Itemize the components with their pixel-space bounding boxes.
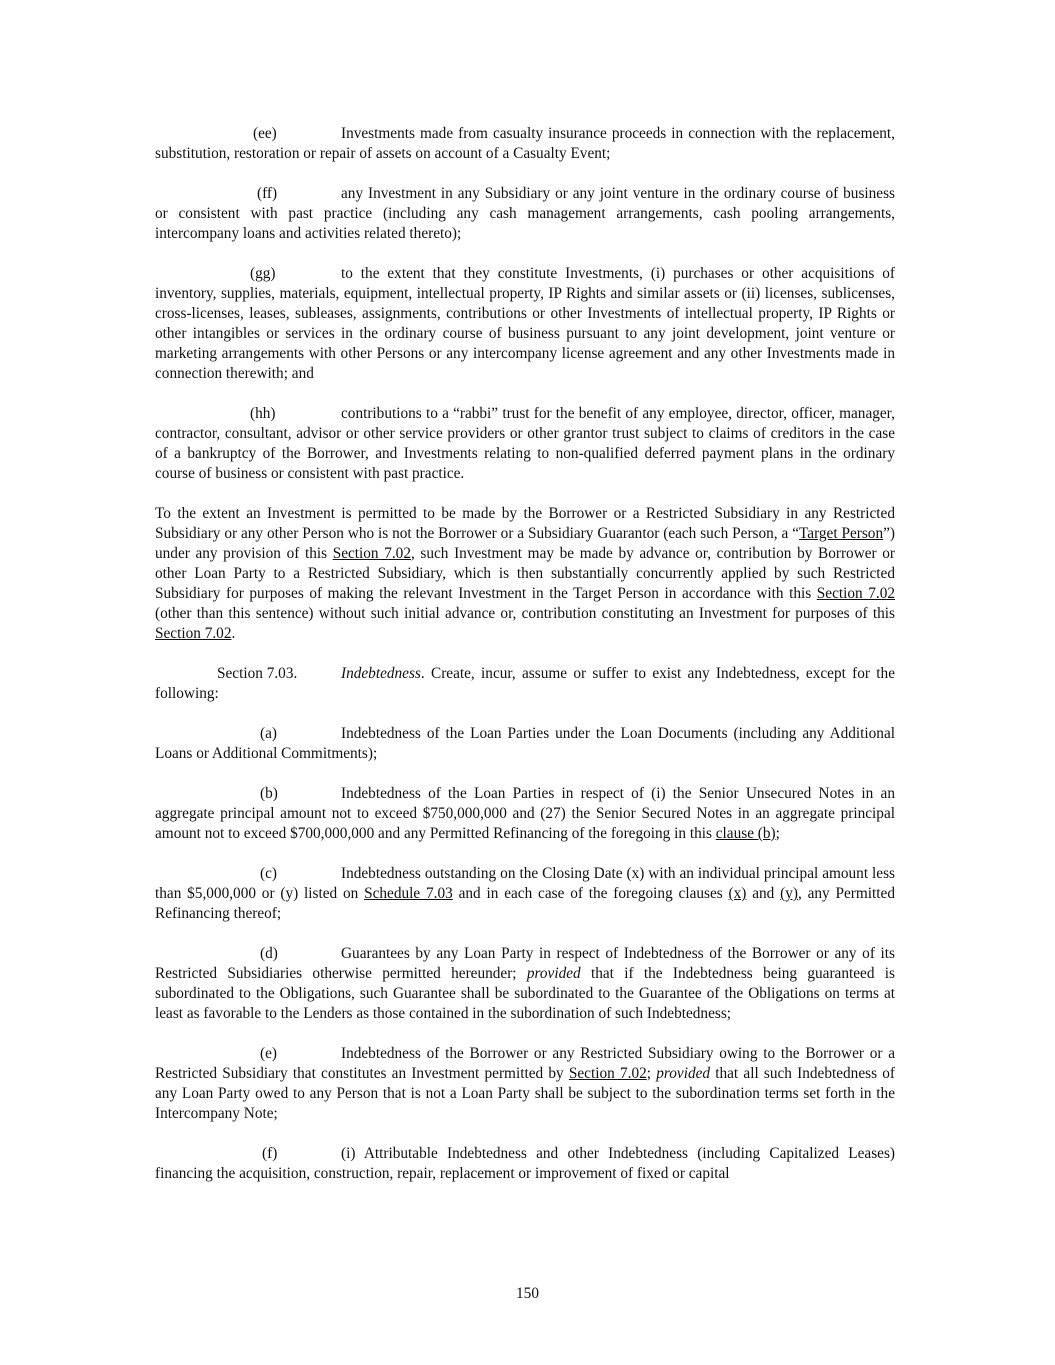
item-label: (e)	[260, 1045, 277, 1062]
item-label: (d)	[260, 945, 278, 962]
item-label: (b)	[260, 785, 278, 802]
item-label: (a)	[260, 725, 277, 742]
paragraph-c	[155, 864, 895, 924]
text-run: (other than this sentence) without such initial advance or, contribution constituting an Investment for purposes of this	[155, 605, 895, 622]
text-run: ”) under any provision of this	[155, 525, 895, 562]
defined-term-target-person: Target Person	[799, 525, 884, 542]
text-run: Indebtedness of the Loan Parties in respect of (i) the Senior Unsecured Notes in an aggregate principal amount not to exceed $750,000,000 and (27) the Senior Secured Notes in an aggregate principal amount not to exceed $700,000,000 and any Permitted Refinancing of the foregoing in this	[155, 785, 895, 842]
proviso-term: provided	[526, 965, 581, 982]
section-reference: Section 7.02	[816, 585, 895, 602]
section-reference: Section 7.02	[332, 545, 411, 562]
item-label: (f)	[262, 1145, 278, 1162]
clause-reference: (y)	[780, 885, 798, 902]
section-reference: Section 7.02	[155, 625, 232, 642]
paragraph-d	[155, 944, 895, 1024]
text-run: .	[231, 625, 236, 642]
text-run: , any Permitted Refinancing thereof;	[155, 885, 895, 922]
text-run: Guarantees by any Loan Party in respect of Indebtedness of the Borrower or any of its Restricted Subsidiaries otherwise permitted hereunder;	[155, 945, 895, 982]
text-run: Indebtedness of the Borrower or any Restricted Subsidiary owing to the Borrower or a Restricted Subsidiary that constitutes an Investment permitted by	[155, 1045, 895, 1082]
section-number: Section 7.03.	[217, 665, 298, 682]
paragraph-f	[155, 1144, 895, 1184]
text-run: ;	[775, 825, 780, 842]
paragraph-hh	[155, 404, 895, 484]
paragraph-target-person	[155, 504, 895, 644]
section-reference: Section 7.02	[568, 1065, 647, 1082]
paragraph-a	[155, 724, 895, 764]
item-label: (ee)	[253, 125, 277, 142]
paragraph-ff	[155, 184, 895, 244]
clause-reference: (x)	[728, 885, 747, 902]
text-run: Indebtedness outstanding on the Closing Date (x) with an individual principal amount less than $5,000,000 or (y) listed on	[155, 865, 895, 902]
schedule-reference: Schedule 7.03	[364, 885, 453, 902]
proviso-term: provided	[656, 1065, 711, 1082]
text-run: To the extent an Investment is permitted to be made by the Borrower or a Restricted Subsidiary in any Restricted Subsidiary or any other Person who is not the Borrower or a Subsidiary Guarantor (each such Person, a “	[155, 505, 895, 542]
text-run: and in each case of the foregoing clauses	[452, 885, 729, 902]
text-run: that if the Indebtedness being guaranteed is subordinated to the Obligations, such Guarantee shall be subordinated to the Guarantee of the Obligations on terms at least as favorable to the Lenders as those contained in the subordination of such Indebtedness;	[155, 965, 895, 1022]
item-text: to the extent that they constitute Investments, (i) purchases or other acquisitions of inventory, supplies, materials, equipment, intellectual property, IP Rights and similar assets or (ii) licenses, sublicenses, cross-licenses, leases, subleases, assignments, contributions or other Investments of intellectual property, IP Rights or other intangibles or services in the ordinary course of business pursuant to any joint development, joint venture or marketing arrangements with other Persons or any intercompany license agreement and any other Investments made in connection therewith; and	[155, 265, 895, 382]
text-run: ;	[646, 1065, 657, 1082]
item-label: (hh)	[250, 405, 276, 422]
text-run: . Create, incur, assume or suffer to exist any Indebtedness, except for the following:	[155, 665, 895, 702]
item-label: (ff)	[257, 185, 278, 202]
document-page	[155, 124, 895, 1204]
paragraph-e	[155, 1044, 895, 1124]
page-number: 150	[516, 1285, 539, 1302]
item-text: any Investment in any Subsidiary or any joint venture in the ordinary course of business or consistent with past practice (including any cash management arrangements, cash pooling arrangements, intercompany loans and activities related thereto);	[155, 185, 895, 242]
paragraph-ee	[155, 124, 895, 164]
item-text: contributions to a “rabbi” trust for the benefit of any employee, director, officer, manager, contractor, consultant, advisor or other service providers or other grantor trust subject to claims of creditors in the case of a bankruptcy of the Borrower, and Investments relating to non-qualified deferred payment plans in the ordinary course of business or consistent with past practice.	[155, 405, 895, 482]
section-7-03-heading	[155, 664, 895, 704]
text-run: that all such Indebtedness of any Loan Party owed to any Person that is not a Loan Party shall be subject to the subordination terms set forth in the Intercompany Note;	[155, 1065, 895, 1122]
item-label: (gg)	[250, 265, 276, 282]
section-title: Indebtedness	[341, 665, 421, 682]
text-run: , such Investment may be made by advance or, contribution by Borrower or other Loan Party to a Restricted Subsidiary, which is then substantially concurrently applied by such Restricted Subsidiary for purposes of making the relevant Investment in the Target Person in accordance with this	[155, 545, 895, 602]
item-label: (c)	[260, 865, 277, 882]
item-text: Indebtedness of the Loan Parties under the Loan Documents (including any Additional Loans or Additional Commitments);	[155, 725, 895, 762]
text-run: and	[746, 885, 781, 902]
paragraph-b	[155, 784, 895, 844]
clause-reference: clause (b)	[715, 825, 776, 842]
paragraph-gg	[155, 264, 895, 384]
item-text: Investments made from casualty insurance proceeds in connection with the replacement, substitution, restoration or repair of assets on account of a Casualty Event;	[155, 125, 895, 162]
item-text: (i) Attributable Indebtedness and other Indebtedness (including Capitalized Leases) financing the acquisition, construction, repair, replacement or improvement of fixed or capital	[155, 1145, 895, 1182]
